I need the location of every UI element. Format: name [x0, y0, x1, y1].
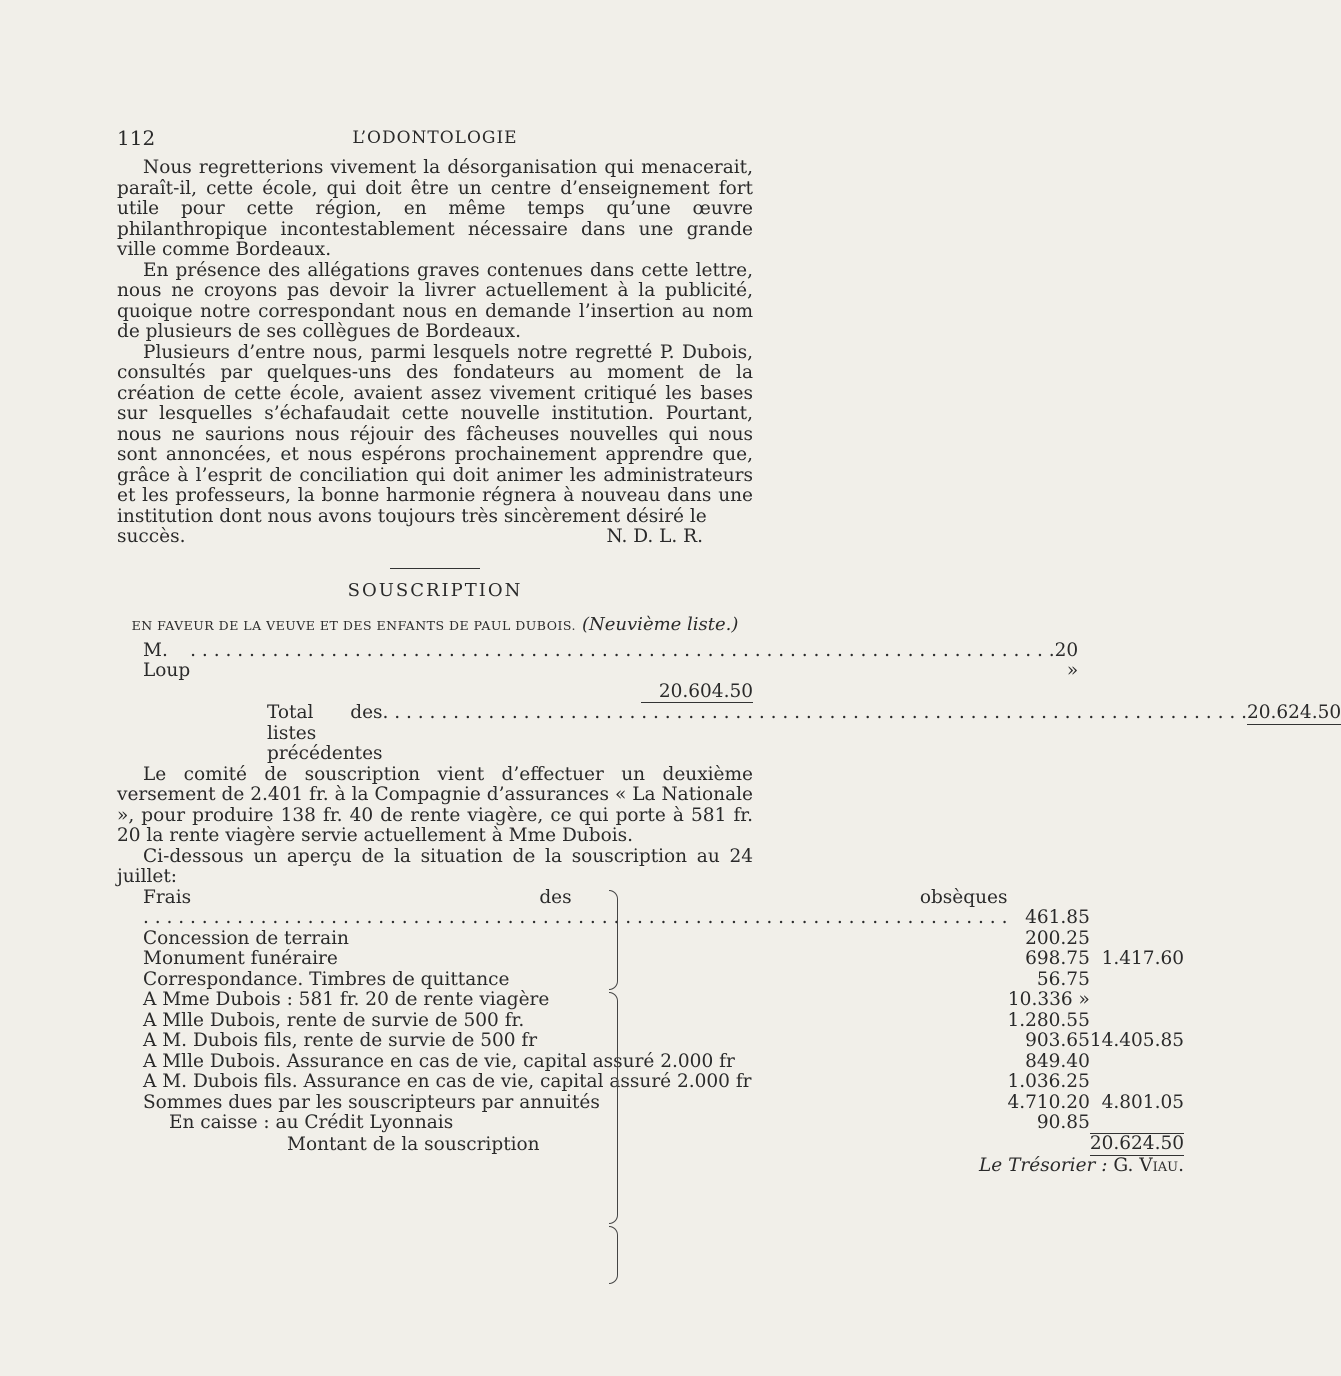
group3-total: 4.801.05 — [1101, 1091, 1184, 1113]
grand-total-row: Montant de la souscription 20.624.50 — [287, 1133, 1184, 1155]
ledger-row: Frais des obsèques . . . 461.85 — [117, 888, 1184, 929]
group1-brace — [609, 890, 618, 990]
running-total: 20.604.50 — [641, 682, 753, 704]
donor-name: M. Loup — [143, 639, 191, 681]
previous-amount: 20.624.50 — [1246, 702, 1341, 723]
section-subtitle — [117, 615, 753, 637]
donor-amount: 20 » — [1054, 639, 1079, 681]
leader-dots — [190, 641, 1054, 662]
paragraph: Ci-dessous un aperçu de la situation de la souscription au 24 juillet: — [117, 845, 753, 887]
previous-total-row — [117, 702, 1341, 765]
ledger-row: En caisse : au Crédit Lyonnais 90.85 — [169, 1112, 1090, 1133]
previous-label: Total des listes précédentes — [267, 702, 383, 764]
group2-total: 14.405.85 — [1089, 1030, 1184, 1051]
article-body — [117, 157, 1341, 1176]
leader-dots — [383, 703, 1247, 724]
section-divider — [390, 568, 480, 569]
treasurer-label: Le Trésorier : — [978, 1154, 1108, 1176]
ledger-row: Concession de terrain 200.25 — [143, 927, 1090, 949]
page-header — [117, 126, 753, 154]
group3-brace — [609, 1226, 618, 1284]
closing-line — [117, 527, 753, 548]
ledger-table — [117, 888, 1184, 1177]
donor-row — [117, 639, 1079, 682]
group1-total: 1.417.60 — [1101, 948, 1184, 969]
section-title: SOUSCRIPTION — [347, 579, 523, 601]
running-total-row — [117, 682, 753, 704]
ledger-row: Sommes dues par les souscripteurs par annuités 4.710.20 4.801.05 — [143, 1091, 1184, 1113]
paragraph: Le comité de souscription vient d’effectuer un deuxième versement de 2.401 fr. à la Compagnie d’assurances « La Nationale », pour produire 138 fr. 40 de rente viagère, ce qui porte à 581 fr. 20 la rente viagère servie actuellement à Mme Dubois. — [117, 763, 753, 846]
ledger-row: A Mlle Dubois. Assurance en cas de vie, capital assuré 2.000 fr 849.40 — [143, 1050, 1090, 1072]
ledger-row: A Mme Dubois : 581 fr. 20 de rente viagère 10.336 » — [143, 989, 1090, 1010]
ledger-row: Monument funéraire 698.75 1.417.60 — [143, 948, 1184, 969]
paragraph: Plusieurs d’entre nous, parmi lesquels notre regretté P. Dubois, consultés par quelques-uns des fondateurs au moment de la création de cette école, avaient assez vivement critiqué les bases sur lesquelles s’échafaudait cette nouvelle institution. Pourtant, nous ne saurions nous réjouir des fâcheuses nouvelles qui nous sont annoncées, et nous espérons prochainement apprendre que, grâce à l’esprit de conciliation qui doit animer les administrateurs et les professeurs, la bonne harmonie régnera à nouveau dans une institution dont nous avons toujours très sincèrement désiré le — [117, 341, 753, 527]
paragraph: En présence des allégations graves contenues dans cette lettre, nous ne croyons pas devoir la livrer actuellement à la publicité, quoique notre correspondant nous en demande l’insertion au nom de plusieurs de ses collègues de Bordeaux. — [117, 259, 753, 342]
treasurer-row — [117, 1155, 1184, 1176]
ledger-row: Correspondance. Timbres de quittance 56.75 — [143, 968, 1090, 990]
ledger — [117, 886, 1184, 1177]
grand-total: 20.624.50 — [1089, 1133, 1184, 1154]
paragraph: Nous regretterions vivement la désorganisation qui menacerait, paraît-il, cette école, qui doit être un centre d’enseignement fort utile pour cette région, en même temps qu’une œuvre philanthropique incontestablement nécessaire dans une grande ville comme Bordeaux. — [117, 157, 753, 260]
subtitle-text: EN FAVEUR DE LA VEUVE ET DES ENFANTS DE PAUL DUBOIS. — [131, 618, 576, 633]
ledger-row: A M. Dubois fils, rente de survie de 500 fr 903.65 14.405.85 — [143, 1030, 1184, 1051]
treasurer-name: G. Viau. — [1113, 1154, 1184, 1176]
group2-brace — [609, 992, 618, 1224]
ledger-row: A Mlle Dubois, rente de survie de 500 fr. 1.280.55 — [143, 1009, 1090, 1031]
editor-signature: N. D. L. R. — [606, 526, 703, 547]
closing-word: succès. — [117, 526, 186, 547]
list-label: (Neuvième liste.) — [582, 614, 739, 635]
journal-title: L’ODONTOLOGIE — [352, 128, 518, 148]
ledger-row: A M. Dubois fils. Assurance en cas de vie, capital assuré 2.000 fr 1.036.25 — [143, 1071, 1090, 1092]
page-number: 112 — [117, 126, 156, 150]
